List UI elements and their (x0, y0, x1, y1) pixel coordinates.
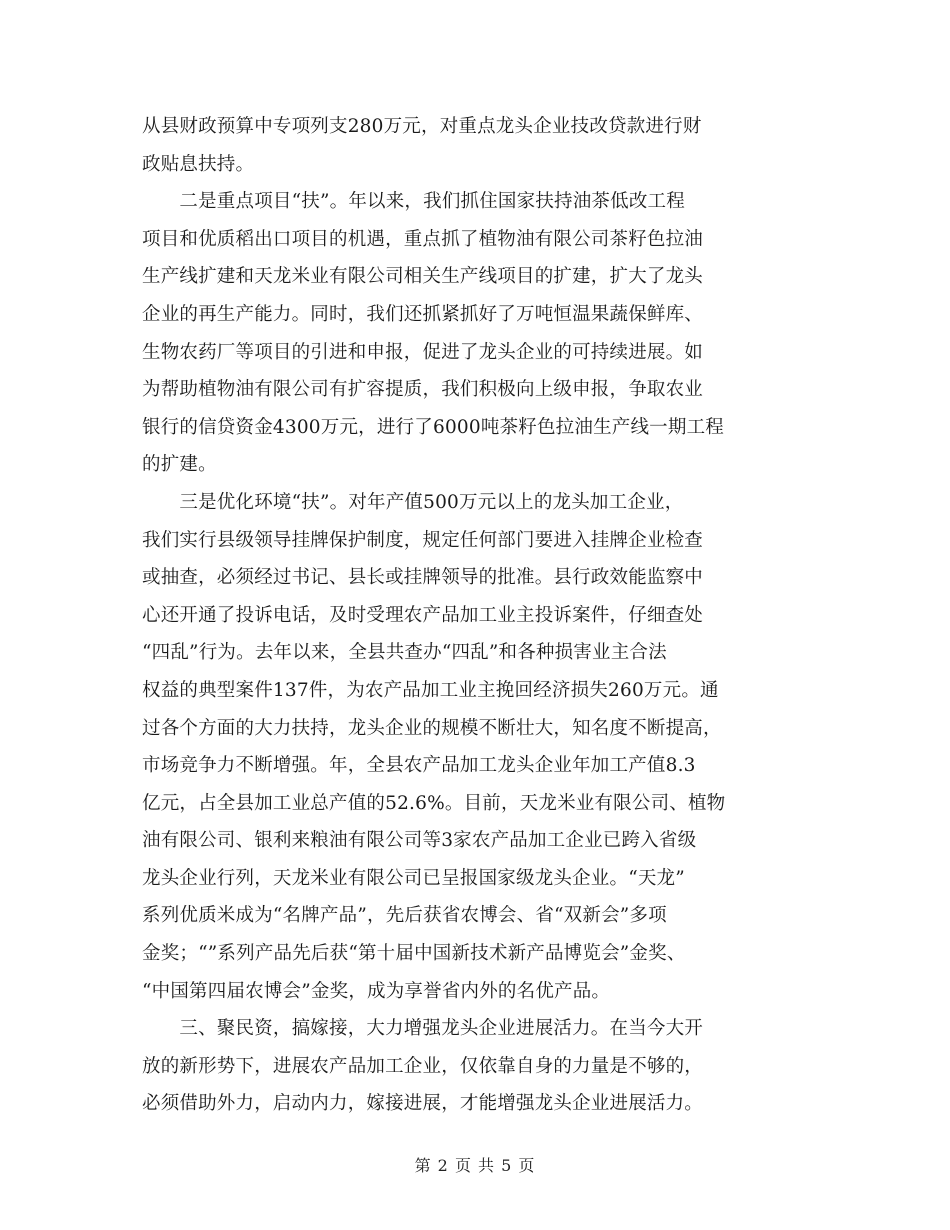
text-line: 放的新形势下，进展农产品加工企业，仅依靠自身的力量是不够的， (142, 1055, 704, 1077)
text-line: 油有限公司、银利来粮油有限公司等3家农产品加工企业已跨入省级 (142, 830, 697, 852)
text-line: 三是优化环境“扶”。对年产值500万元以上的龙头加工企业， (142, 491, 684, 513)
text-line: 或抽查，必须经过书记、县长或挂牌领导的批准。县行政效能监察中 (142, 567, 704, 589)
text-line: 从县财政预算中专项列支280万元，对重点龙头企业技改贷款进行财 (142, 116, 702, 137)
text-line: 三、聚民资，搞嫁接，大力增强龙头企业进展活力。在当今大开 (142, 1018, 704, 1040)
text-line: 企业的再生产能力。同时，我们还抓紧抓好了万吨恒温果蔬保鲜库、 (142, 303, 704, 325)
text-line: 的扩建。 (142, 454, 217, 476)
page-number-footer: 第 2 页 共 5 页 (414, 1156, 536, 1175)
text-line: 必须借助外力，启动内力，嫁接进展，才能增强龙头企业进展活力。 (142, 1093, 704, 1115)
text-line: 市场竞争力不断增强。年，全县农产品加工龙头企业年加工产值8.3 (142, 755, 696, 777)
text-line: 生物农药厂等项目的引进和申报，促进了龙头企业的可持续进展。如 (142, 341, 704, 363)
text-line: 龙头企业行列，天龙米业有限公司已呈报国家级龙头企业。“天龙” (142, 867, 685, 889)
text-line: 心还开通了投诉电话，及时受理农产品加工业主投诉案件，仔细查处 (142, 604, 704, 626)
text-line: 二是重点项目“扶”。年以来，我们抓住国家扶持油茶低改工程 (142, 191, 685, 213)
text-line: 银行的信贷资金4300万元，进行了6000吨茶籽色拉油生产线一期工程 (142, 416, 724, 438)
text-line: 权益的典型案件137件，为农产品加工业主挽回经济损失260万元。通 (142, 679, 719, 701)
text-line: 亿元，占全县加工业总产值的52.6%。目前，天龙米业有限公司、植物 (142, 792, 726, 814)
text-line: 我们实行县级领导挂牌保护制度，规定任何部门要进入挂牌企业检查 (142, 529, 704, 551)
text-line: 过各个方面的大力扶持，龙头企业的规模不断壮大，知名度不断提高， (142, 717, 722, 739)
text-line: 为帮助植物油有限公司有扩容提质，我们积极向上级申报，争取农业 (142, 379, 704, 401)
text-line: 政贴息扶持。 (142, 153, 255, 175)
text-line: 生产线扩建和天龙米业有限公司相关生产线项目的扩建，扩大了龙头 (142, 266, 704, 288)
text-line: “四乱”行为。去年以来，全县共查办“四乱”和各种损害业主合法 (142, 642, 667, 664)
text-line: 项目和优质稻出口项目的机遇，重点抓了植物油有限公司茶籽色拉油 (142, 228, 704, 250)
text-line: 金奖；“”系列产品先后获“第十届中国新技术新产品博览会”金奖、 (142, 943, 686, 965)
text-line: “中国第四届农博会”金奖，成为享誉省内外的名优产品。 (142, 980, 611, 1002)
body-text (142, 108, 812, 1123)
text-line: 系列优质米成为“名牌产品”，先后获省农博会、省“双新会”多项 (142, 905, 667, 927)
